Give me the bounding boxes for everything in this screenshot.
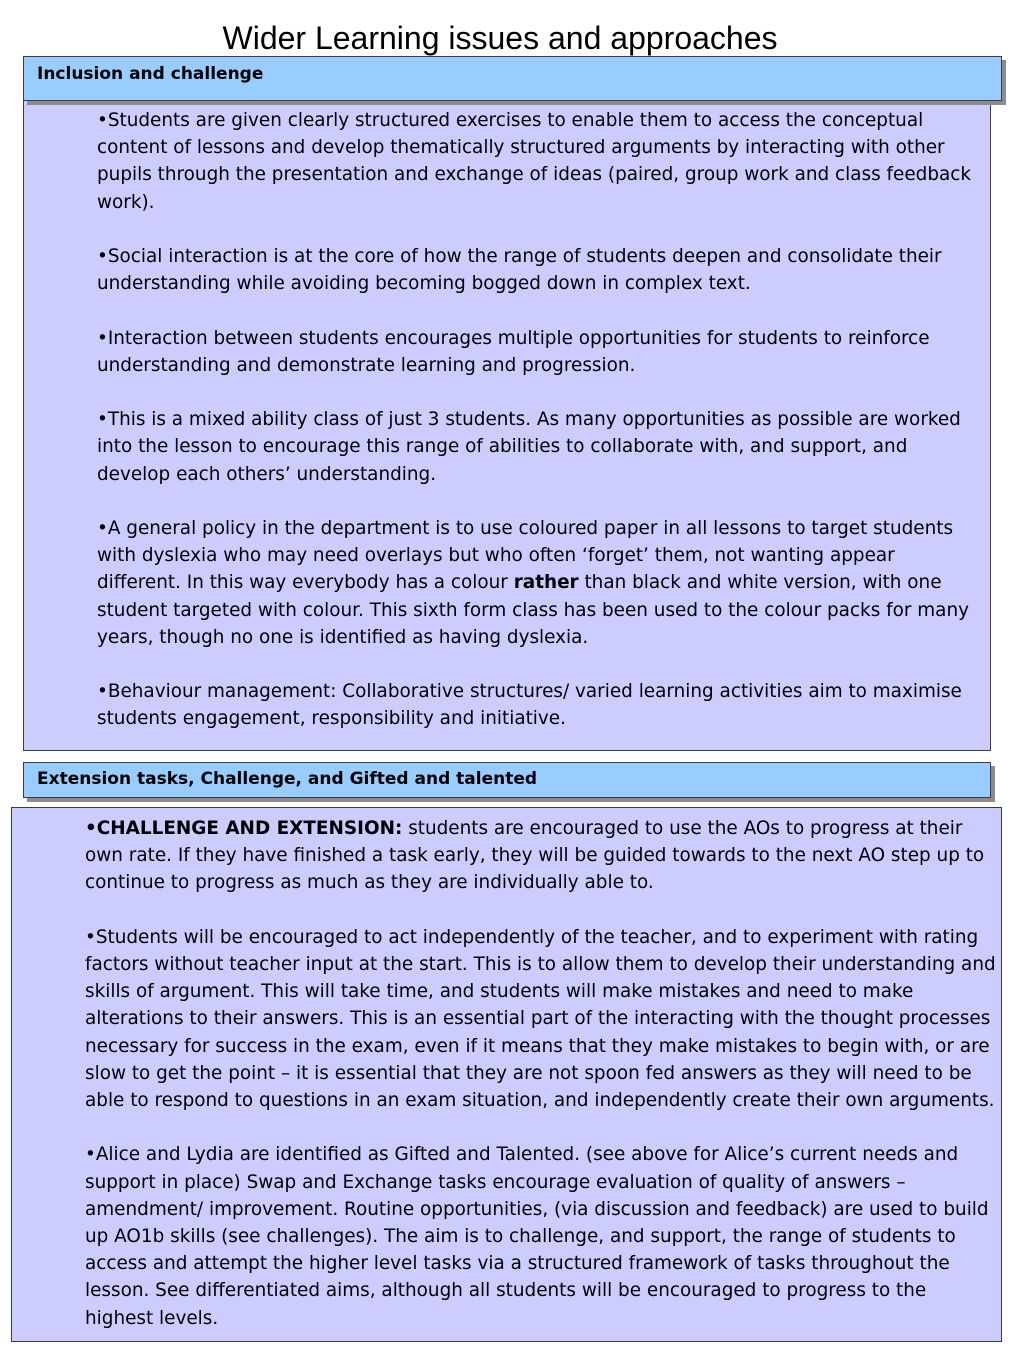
inclusion-paragraph-6: •Behaviour management: Collaborative structures/ varied learning activities aim to maximise students engagement, responsibility and initiative. xyxy=(97,681,962,730)
inclusion-paragraph-4: •This is a mixed ability class of just 3 students. As many opportunities as possible are worked into the lesson to encourage this range of abilities to collaborate with, and support, and develop each others’ understanding. xyxy=(97,409,961,485)
paragraph-text: students are encouraged to use the AOs to progress at their own rate. If they have finished a task early, they will be guided towards to the next AO step up to continue to progress as much as they are individually able to. xyxy=(85,818,985,894)
section-heading-text: Extension tasks, Challenge, and Gifted and talented xyxy=(37,769,538,789)
inclusion-paragraph-1: •Students are given clearly structured exercises to enable them to access the conceptual content of lessons and develop thematically structured arguments by interacting with other pupils through the presentation and exchange of ideas (paired, group work and class feedback work). xyxy=(97,110,972,213)
extension-paragraph-2: •Students will be encouraged to act independently of the teacher, and to experiment with rating factors without teacher input at the start. This is to allow them to develop their understanding and skills of argument. This will take time, and students will make mistakes and need to make alterations to their answers. This is an essential part of the interacting with the thought processes necessary for success in the exam, even if it means that they make mistakes to begin with, or are slow to get the point – it is essential that they are not spoon fed answers as they will need to be able to respond to questions in an exam situation, and independently create their own arguments. xyxy=(85,926,996,1112)
paragraph-text: than black and white version, with one student targeted with colour. This sixth form class has been used to the colour packs for many years, though no one is identified as having dyslexia. xyxy=(97,572,969,648)
emphasis-text: •CHALLENGE AND EXTENSION: xyxy=(85,818,403,839)
extension-paragraph-3: •Alice and Lydia are identified as Gifted and Talented. (see above for Alice’s current needs and support in place) Swap and Exchange tasks encourage evaluation of quality of answers – amendment/ improvement. Routine opportunities, (via discussion and feedback) are used to build up AO1b skills (see challenges). The aim is to challenge, and support, the range of students to access and attempt the higher level tasks via a structured framework of tasks throughout the lesson. See differentiated aims, although all students will be encouraged to progress to the highest levels. xyxy=(85,1144,989,1329)
extension-content-box xyxy=(11,807,1002,1342)
extension-paragraph-1 xyxy=(85,815,996,897)
inclusion-paragraph-5 xyxy=(97,515,984,651)
section-header-extension xyxy=(23,762,991,798)
paragraph-text: •A general policy in the department is to use coloured paper in all lessons to target students with dyslexia who may need overlays but who often ‘forget’ them, not wanting appear different. In this way everybody has a colour xyxy=(97,517,954,594)
section-heading-text: Inclusion and challenge xyxy=(37,64,264,84)
emphasis-text: rather xyxy=(513,572,579,594)
inclusion-paragraph-3: •Interaction between students encourages multiple opportunities for students to reinforce understanding and demonstrate learning and progression. xyxy=(97,327,930,376)
section-header-inclusion xyxy=(23,56,1002,101)
inclusion-paragraph-2: •Social interaction is at the core of how the range of students deepen and consolidate their understanding while avoiding becoming bogged down in complex text. xyxy=(97,246,942,295)
page-title: Wider Learning issues and approaches xyxy=(222,20,778,56)
inclusion-content-box xyxy=(23,98,991,751)
